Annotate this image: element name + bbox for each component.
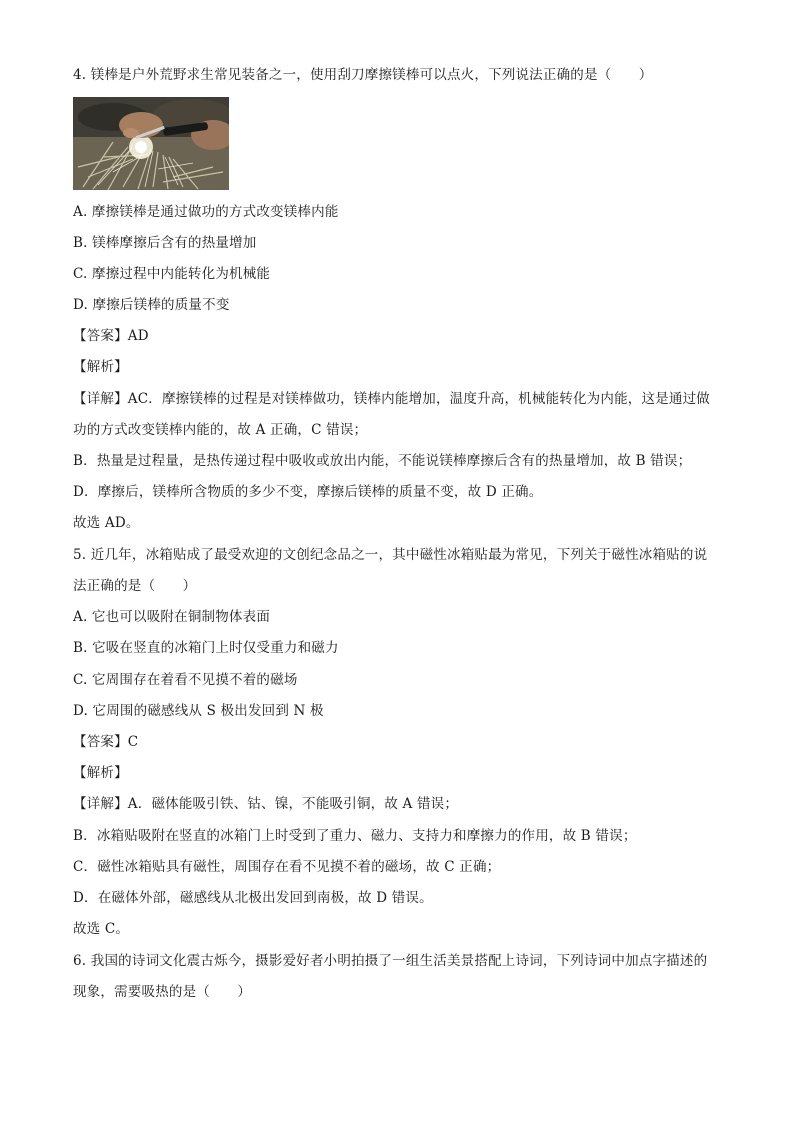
- q4-conclusion: 故选 AD。: [73, 515, 140, 531]
- q5-detail-line: C．磁性冰箱贴具有磁性，周围存在看不见摸不着的磁场，故 C 正确；: [73, 859, 501, 875]
- q4-detail-line: D．摩擦后，镁棒所含物质的多少不变，摩擦后镁棒的质量不变，故 D 正确。: [73, 484, 543, 500]
- q5-detail-line: D．在磁体外部，磁感线从北极出发回到南极，故 D 错误。: [73, 890, 433, 906]
- q5-analysis-heading: 【解析】: [73, 765, 128, 781]
- q5-option-c: C. 它周围存在着看不见摸不着的磁场: [73, 672, 298, 688]
- q5-answer: 【答案】C: [73, 734, 139, 750]
- q5-option-a: A. 它也可以吸附在铜制物体表面: [73, 609, 271, 625]
- question-5-stem-cont: 法正确的是（ ）: [73, 578, 197, 594]
- q4-option-d: D. 摩擦后镁棒的质量不变: [73, 297, 230, 313]
- q5-detail-line: B．冰箱贴吸附在竖直的冰箱门上时受到了重力、磁力、支持力和摩擦力的作用，故 B 错误；: [73, 828, 637, 844]
- q5-conclusion: 故选 C。: [73, 921, 130, 937]
- question-6-stem-cont: 现象，需要吸热的是（ ）: [73, 984, 252, 1000]
- q5-option-d: D. 它周围的磁感线从 S 极出发回到 N 极: [73, 703, 324, 719]
- q4-option-a: A. 摩擦镁棒是通过做功的方式改变镁棒内能: [73, 204, 339, 220]
- q5-option-b: B. 它吸在竖直的冰箱门上时仅受重力和磁力: [73, 640, 339, 656]
- q4-detail-line: 功的方式改变镁棒内能的，故 A 正确，C 错误；: [73, 422, 368, 438]
- q5-detail-line: 【详解】A．磁体能吸引铁、钴、镍，不能吸引铜，故 A 错误；: [73, 796, 459, 812]
- q4-option-c: C. 摩擦过程中内能转化为机械能: [73, 266, 271, 282]
- q4-answer: 【答案】AD: [73, 328, 149, 344]
- q4-option-b: B. 镁棒摩擦后含有的热量增加: [73, 235, 257, 251]
- q4-analysis-heading: 【解析】: [73, 359, 128, 375]
- question-6-stem: 6. 我国的诗词文化震古烁今，摄影爱好者小明拍摄了一组生活美景搭配上诗词，下列诗词中加点字描述的: [73, 953, 708, 969]
- q4-detail-line: B．热量是过程量，是热传递过程中吸收或放出内能，不能说镁棒摩擦后含有的热量增加，故 B 错误；: [73, 453, 692, 469]
- magnesium-rod-photo: [73, 97, 229, 190]
- q4-detail-line: 【详解】AC．摩擦镁棒的过程是对镁棒做功，镁棒内能增加，温度升高，机械能转化为内能，这是通过做: [73, 391, 710, 407]
- question-5-stem: 5. 近几年，冰箱贴成了最受欢迎的文创纪念品之一，其中磁性冰箱贴最为常见，下列关于磁性冰箱贴的说: [73, 547, 708, 563]
- question-4-stem: 4. 镁棒是户外荒野求生常见装备之一，使用刮刀摩擦镁棒可以点火，下列说法正确的是（ ）: [73, 67, 653, 83]
